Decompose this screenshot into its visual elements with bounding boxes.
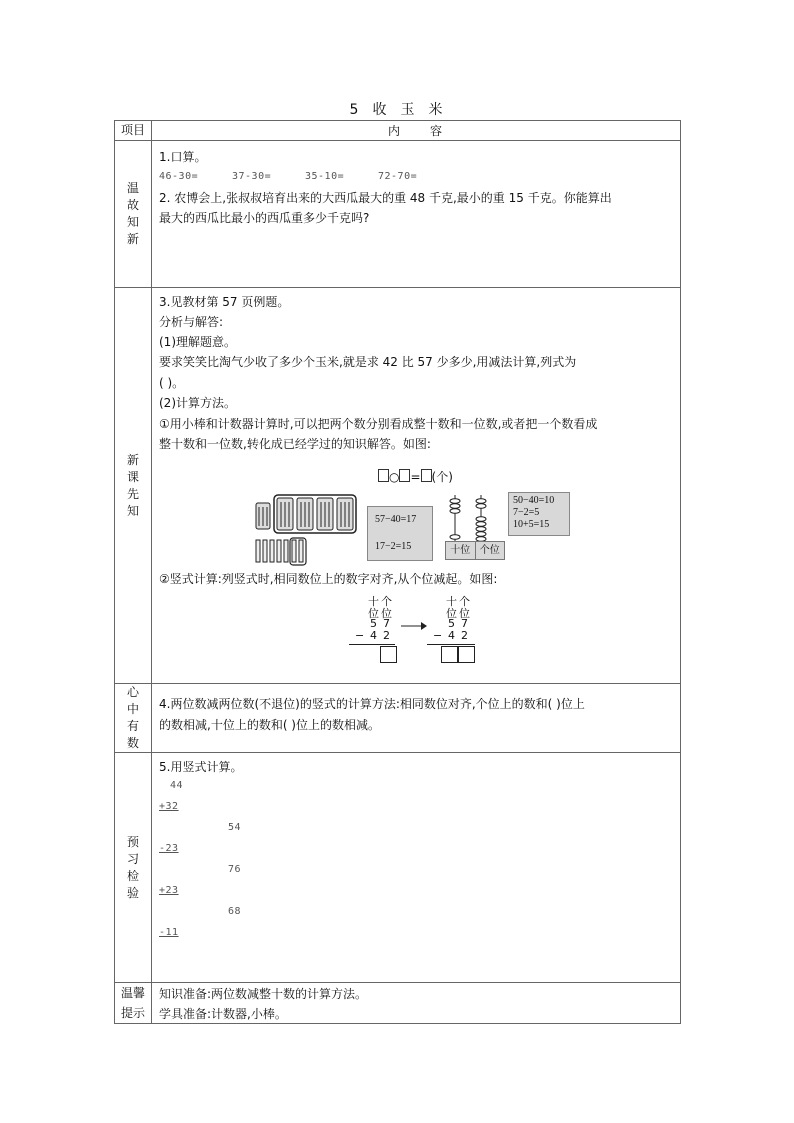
minus-sign: − [433,629,443,642]
digit: 4 [448,629,455,642]
answer-box [458,646,475,663]
ones-header: 个 [459,595,470,608]
practice-row [115,753,681,983]
equation: 7−2=5 [513,507,540,518]
digit: 7 [461,617,468,630]
digit: 7 [383,617,390,630]
tips-row [115,983,681,1024]
unit-label: (个) [431,470,453,484]
answer-blank: ( )。 [159,376,185,390]
tens-sub: 位 [446,607,457,620]
oral-calc-4: 72-70= [378,171,418,182]
review-row [115,141,681,288]
vertical-calc-diagram [349,593,489,665]
sticks-equation-card [367,506,433,561]
handwritten-number: 44 [170,780,184,791]
arrow-right-icon [401,621,427,631]
handwritten-number: -11 [159,927,179,938]
ones-sub: 位 [381,607,392,620]
handwritten-number: 54 [228,822,242,833]
ones-sub: 位 [459,607,470,620]
oral-calc-2: 37-30= [232,171,272,182]
tips-content [152,983,681,1024]
operator-circle: ○ [389,470,400,484]
practice-label: 预习检验 [115,753,152,983]
summary-line1: 4.两位数减两位数(不退位)的竖式的计算方法:相同数位对齐,个位上的数和( )位上 [159,697,585,711]
q2-line2: 最大的西瓜比最小的西瓜重多少千克吗? [159,211,370,225]
tens-sub: 位 [368,607,379,620]
handwritten-number: +23 [159,885,179,896]
equals-sign: = [410,470,421,484]
new-lesson-label: 新课先知 [115,288,152,684]
q1-title: 1.口算。 [159,150,207,164]
handwritten-number: +32 [159,801,179,812]
ones-label: 个位 [479,545,500,556]
problem-statement: 要求笑笑比淘气少收了多少个玉米,就是求 42 比 57 少多少,用减法计算,列式为 [159,355,577,369]
digit: 5 [370,617,377,630]
digit: 2 [383,629,390,642]
tips-label: 温馨 提示 [115,983,152,1024]
oral-calc-3: 35-10= [305,171,345,182]
header-item: 项目 [115,121,152,141]
summary-label: 心中有数 [115,684,152,753]
practice-content [152,753,681,983]
practice-title: 5.用竖式计算。 [159,760,243,774]
digit: 4 [370,629,377,642]
sticks-illustration [250,493,360,568]
equation: 50−40=10 [513,495,555,506]
equation: 17−2=15 [375,541,412,552]
blank-box [378,469,389,482]
oral-calc-1: 46-30= [159,171,199,182]
understand-heading: (1)理解题意。 [159,335,236,349]
equation: 10+5=15 [513,519,550,530]
tens-label: 十位 [446,542,476,559]
summary-row [115,684,681,753]
digit: 2 [461,629,468,642]
tens-header: 十 [446,595,457,608]
tens-header: 十 [368,595,379,608]
method-heading: (2)计算方法。 [159,396,236,410]
summary-line2: 的数相减,十位上的数和( )位上的数相减。 [159,718,380,732]
blank-box [399,469,410,482]
q2-line1: 2. 农博会上,张叔叔培育出来的大西瓜最大的重 48 千克,最小的重 15 千克。你能算出 [159,191,612,205]
method-1-line1: ①用小棒和计数器计算时,可以把两个数分别看成整十数和一位数,或者把一个数看成 [159,417,598,431]
sum-line [349,644,395,645]
example-ref: 3.见教材第 57 页例题。 [159,295,290,309]
tools-prep: 学具准备:计数器,小棒。 [159,1007,287,1021]
blank-box [421,469,432,482]
abacus-base [445,541,505,560]
new-lesson-content [152,288,681,684]
answer-box [441,646,458,663]
ones-header: 个 [381,595,392,608]
analysis-heading: 分析与解答: [159,315,224,329]
handwritten-number: 76 [228,864,242,875]
review-label: 温故知新 [115,141,152,288]
lesson-table [114,120,681,1024]
abacus-equation-card [508,492,570,536]
header-content: 内 容 [152,121,681,141]
minus-sign: − [355,629,365,642]
knowledge-prep: 知识准备:两位数减整十数的计算方法。 [159,987,368,1001]
new-lesson-row [115,288,681,684]
page-title: 5 收 玉 米 [349,102,445,118]
table-header-row [115,121,681,141]
formula [378,468,453,485]
review-content [152,141,681,288]
sum-line [427,644,475,645]
handwritten-number: 68 [228,906,242,917]
method-1-line2: 整十数和一位数,转化成已经学过的知识解答。如图: [159,437,431,451]
equation: 57−40=17 [375,514,417,525]
answer-box [380,646,397,663]
digit: 5 [448,617,455,630]
method-2: ②竖式计算:列竖式时,相同数位上的数字对齐,从个位减起。如图: [159,572,498,586]
summary-content [152,684,681,753]
handwritten-number: -23 [159,843,179,854]
